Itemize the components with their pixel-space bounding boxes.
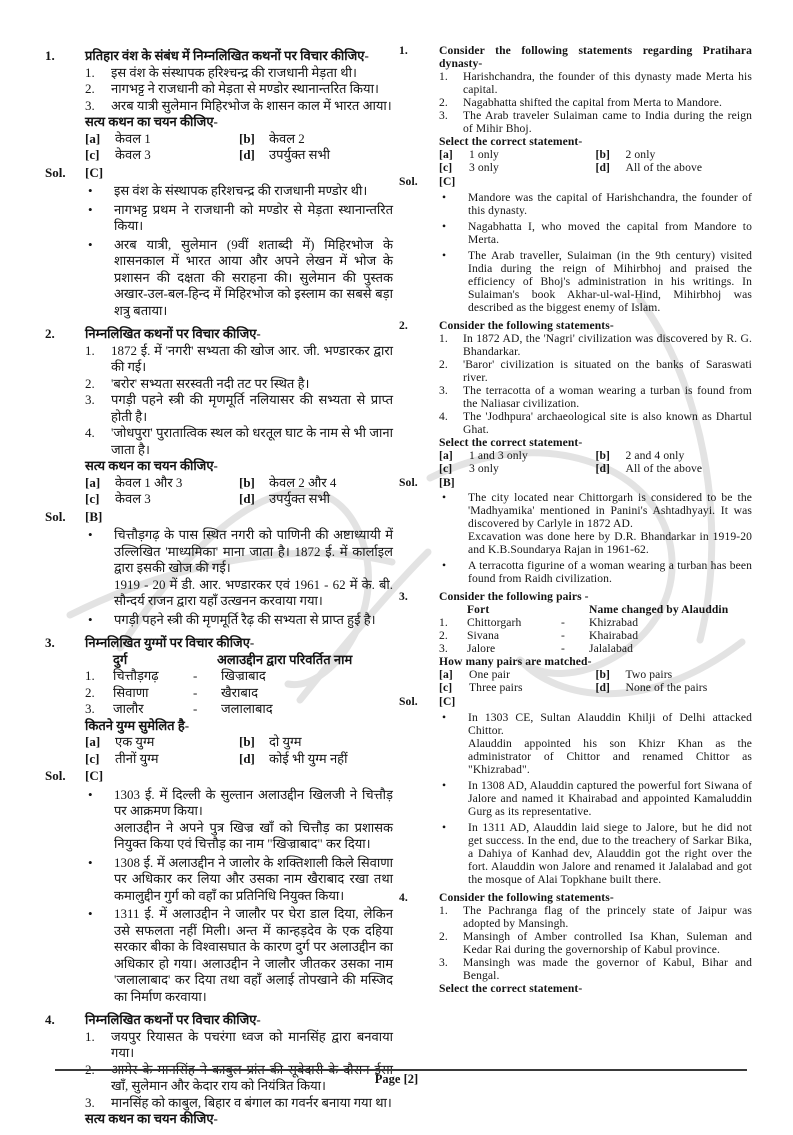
statement-row <box>439 70 752 96</box>
option <box>596 148 753 161</box>
bullet-icon: • <box>442 559 447 573</box>
solution-row <box>45 164 393 182</box>
statement-row <box>439 930 752 956</box>
solution-text: Alauddin appointed his son Khizr Khan as the administrator of Chittor and renamed Chittor as "Khizrabad". <box>468 737 752 777</box>
solution-row <box>45 508 393 526</box>
solution-text: नागभट्ट प्रथम ने राजधानी को मण्डोर से मेड़ता स्थानान्तरित किया। <box>114 201 393 233</box>
option <box>85 131 239 148</box>
question-block <box>399 319 752 586</box>
statement-number: 1. <box>439 69 448 83</box>
pair-number: 1. <box>85 668 95 683</box>
bullet-icon: • <box>88 236 93 252</box>
pair-fort: जालौर <box>113 701 144 716</box>
statement-number: 3. <box>439 108 448 122</box>
solution-row <box>399 695 752 709</box>
solution-point <box>439 191 752 217</box>
solution-point <box>85 820 393 853</box>
solution-answer: [C] <box>85 768 104 783</box>
pair-fort: Jalore <box>467 642 496 656</box>
question-title: निम्नलिखित कथनों पर विचार कीजिए- <box>85 326 261 341</box>
option <box>439 148 596 161</box>
statement-text: अरब यात्री सुलेमान मिहिरभोज के शासन काल में भारत आया। <box>111 97 392 113</box>
pair-number: 2. <box>85 684 95 700</box>
bullet-icon: • <box>442 821 447 835</box>
solution-point <box>85 237 393 320</box>
statement-number: 3. <box>85 392 95 407</box>
statement-row <box>439 384 752 410</box>
pair-number: 3. <box>85 701 95 716</box>
bullet-icon: • <box>88 906 93 921</box>
pair-row <box>439 642 752 655</box>
solution-label: Sol. <box>45 768 66 783</box>
question-block <box>399 590 752 886</box>
option-text: 2 only <box>625 147 656 161</box>
option-text: केवल 3 <box>115 491 151 506</box>
solution-row <box>399 174 752 188</box>
option-letter: [c] <box>85 491 100 506</box>
solution-text: 1311 ई. में अलाउद्दीन ने जालौर पर घेरा डाल दिया, लेकिन उसे सफलता नहीं मिली। अन्त में कान्हड़देव के एक दहिया सरकार बीका के विश्वासघात के कारण दुर्ग पर अलाउद्दीन का अधिकार हो गया। अलाउद्दीन ने जालौर जीतकर उसका नाम 'जलालाबाद' कर दिया तथा वहाँ अलाई तोपखाने की मस्जिद का निर्माण करवाया। <box>114 906 393 1004</box>
page-number: Page [2] <box>374 1072 419 1086</box>
options <box>85 734 393 767</box>
solution-answer: [C] <box>439 695 456 709</box>
pair-dash: - <box>193 701 198 716</box>
statement-number: 3. <box>439 955 448 969</box>
question-number: 2. <box>45 326 55 341</box>
option-letter: [d] <box>595 461 610 475</box>
statement-text: Nagabhatta shifted the capital from Merta to Mandore. <box>463 95 722 109</box>
option-text: Three pairs <box>469 681 523 695</box>
solution-point <box>85 202 393 235</box>
solution-point <box>85 612 393 629</box>
solution-text: In 1308 AD, Alauddin captured the powerful fort Siwana of Jalore and named it Khairabad and appointed Kamaluddin Gurg as its representative. <box>468 779 752 819</box>
pair-row <box>85 668 393 685</box>
pair-table-header <box>439 603 752 616</box>
option-text: 3 only <box>469 461 499 475</box>
bullet-spacer <box>85 577 114 610</box>
column-right <box>399 44 752 1000</box>
option-text: One pair <box>469 668 511 682</box>
bullet-icon: • <box>88 183 93 198</box>
option-letter: [b] <box>595 668 610 682</box>
solution-point <box>439 711 752 737</box>
pair-number: 2. <box>439 629 448 643</box>
select-statement-label: सत्य कथन का चयन कीजिए- <box>85 458 218 473</box>
bullet-icon: • <box>88 201 93 217</box>
solution-text: 1303 ई. में दिल्ली के सुल्तान अलाउद्दीन खिलजी ने चित्तौड़ पर आक्रमण किया। <box>114 786 393 818</box>
bullet-icon: • <box>88 854 93 870</box>
option-text: एक युग्म <box>115 734 155 749</box>
option-text: Two pairs <box>625 668 673 682</box>
pair-number: 1. <box>439 616 448 630</box>
pair-row <box>85 685 393 702</box>
question-number: 2. <box>399 318 408 332</box>
select-statement-label: Select the correct statement- <box>439 435 583 449</box>
solution-point <box>439 530 752 556</box>
option <box>85 491 239 508</box>
bullet-icon: • <box>442 190 447 204</box>
option-letter: [c] <box>439 681 453 695</box>
option-text: केवल 2 और 4 <box>269 474 337 490</box>
question-title: निम्नलिखित युग्मों पर विचार कीजिए- <box>85 635 255 650</box>
option-letter: [a] <box>439 668 453 682</box>
solution-answer: [B] <box>85 508 103 524</box>
option-text: तीनों युग्म <box>115 750 159 766</box>
question-head <box>399 590 752 604</box>
option <box>239 734 393 751</box>
statement-number: 3. <box>85 97 95 113</box>
option <box>239 475 393 492</box>
bullet-icon: • <box>88 611 93 627</box>
footer-rule <box>55 1069 747 1071</box>
question-number: 3. <box>399 590 408 604</box>
option <box>239 751 393 768</box>
statement-number: 3. <box>439 383 448 397</box>
select-statement-label: Select the correct statement- <box>439 134 583 148</box>
pair-dash: - <box>193 668 198 683</box>
statement-number: 1. <box>439 331 448 345</box>
statement-row <box>85 98 393 115</box>
question-number: 1. <box>399 44 408 57</box>
question-number: 3. <box>45 635 55 650</box>
option <box>596 161 753 174</box>
statement-text: मानसिंह को काबुल, बिहार व बंगाल का गवर्नर बनाया गया था। <box>111 1094 392 1110</box>
solution-label: Sol. <box>45 508 66 524</box>
options <box>439 668 752 694</box>
question-block <box>399 44 752 314</box>
option-letter: [c] <box>85 147 100 162</box>
option-letter: [b] <box>239 130 255 146</box>
solution-point <box>439 559 752 585</box>
option-letter: [a] <box>85 130 101 146</box>
solution-text: इस वंश के संस्थापक हरिशचन्द्र की राजधानी मण्डोर थी। <box>114 183 368 198</box>
option-text: कोई भी युग्म नहीं <box>269 750 348 766</box>
statement-text: The 'Jodhpura' archaeological site is also known as Dhartul Ghat. <box>463 409 752 436</box>
statement-text: इस वंश के संस्थापक हरिश्चन्द्र की राजधानी मेड़ता थी। <box>111 64 357 80</box>
solution-row <box>399 475 752 489</box>
question-number: 4. <box>399 891 408 905</box>
solution-label: Sol. <box>45 164 66 180</box>
statement-row <box>85 425 393 458</box>
option <box>239 147 393 164</box>
statement-text: आमेर के मानसिंह ने काबुल प्रांत की सूबेदारी के दौरान ईसा खाँ, सुलेमान और केदार राय को नियंत्रित किया। <box>111 1061 393 1093</box>
pair-header-name: Name changed by Alauddin <box>589 603 729 617</box>
solution-text: अरब यात्री, सुलेमान (9वीं शताब्दी में) मिहिरभोज के शासनकाल में भारत आया और अपने लेखन में भोज के प्रशासन की दक्षता की सराहना की। सुलेमान की पुस्तक अखार-उल-बल-हिन्द में मिहिरभोज को इस्लाम का सबसे बड़ा शत्रु बताया। <box>114 236 393 318</box>
question-head <box>45 635 393 652</box>
pair-dash: - <box>193 684 198 700</box>
option-letter: [b] <box>595 147 610 161</box>
option <box>596 681 753 694</box>
option-text: 1 only <box>469 147 499 161</box>
statement-row <box>439 410 752 436</box>
option-letter: [c] <box>85 750 100 766</box>
option <box>239 491 393 508</box>
pair-header-fort: दुर्ग <box>113 651 128 667</box>
bullet-spacer <box>439 530 468 556</box>
option-text: उपर्युक्त सभी <box>269 491 330 506</box>
option-letter: [d] <box>239 147 255 162</box>
solution-answer: [C] <box>439 174 456 188</box>
pair-row <box>439 629 752 642</box>
bullet-icon: • <box>442 711 447 725</box>
select-statement-label: सत्य कथन का चयन कीजिए- <box>85 1111 218 1126</box>
option-letter: [c] <box>439 160 453 174</box>
bullet-icon: • <box>88 786 93 802</box>
pair-fort: चित्तौड़गढ़ <box>113 668 159 683</box>
statement-text: The Arab traveler Sulaiman came to India during the reign of Mihir Bhoj. <box>463 108 752 135</box>
bullet-icon: • <box>442 779 447 793</box>
solution-point <box>439 249 752 314</box>
solution-point <box>85 855 393 905</box>
question-head <box>399 891 752 905</box>
statement-text: 'Baror' civilization is situated on the banks of Saraswati river. <box>463 357 752 384</box>
option-text: केवल 3 <box>115 147 151 162</box>
option-letter: [a] <box>85 474 101 490</box>
bullet-spacer <box>439 737 468 776</box>
solution-point <box>439 779 752 818</box>
pair-header-spacer <box>85 652 113 669</box>
solution-point <box>85 183 393 200</box>
statement-number: 2. <box>439 95 448 109</box>
pair-table-header <box>85 652 393 669</box>
option-letter: [b] <box>239 734 255 749</box>
question-block <box>45 48 393 319</box>
statement-row <box>85 343 393 376</box>
solution-point <box>85 577 393 610</box>
statement-text: नागभट्ट ने राजधानी को मेड़ता से मण्डोर स्थानान्तरित किया। <box>111 81 379 96</box>
option-letter: [b] <box>239 474 255 490</box>
question-block <box>399 891 752 995</box>
statement-number: 1. <box>85 342 95 358</box>
question-title: Consider the following pairs - <box>439 590 589 604</box>
option-letter: [d] <box>239 750 255 766</box>
options <box>439 449 752 475</box>
option-letter: [c] <box>439 461 453 475</box>
question-head <box>45 1012 393 1029</box>
solution-text: 1308 ई. में अलाउद्दीन ने जालोर के शक्तिशाली किले सिवाणा पर अधिकार कर लिया और उसका नाम खैराबाद रखा तथा कमालुद्दीन गुर्ग को वहाँ का प्रतिनिधि नियुक्त किया। <box>114 854 393 903</box>
statement-text: 'बरोर' सभ्यता सरस्वती नदी तट पर स्थित है। <box>111 375 310 391</box>
question-number: 1. <box>45 48 55 63</box>
pair-header-fort: Fort <box>467 603 490 617</box>
solution-point <box>439 821 752 886</box>
solution-text: In 1303 CE, Sultan Alauddin Khilji of Delhi attacked Chittor. <box>468 711 752 738</box>
statement-text: जयपुर रियासत के पचरंगा ध्वज को मानसिंह द्वारा बनवाया गया। <box>111 1028 393 1060</box>
option <box>85 751 239 768</box>
solution-point <box>85 906 393 1005</box>
pair-name: Khairabad <box>589 629 639 643</box>
solution-label: Sol. <box>399 174 418 188</box>
solution-answer: [B] <box>439 475 455 489</box>
statement-text: Mansingh was made the governor of Kabul, Bihar and Bengal. <box>463 955 752 982</box>
select-statement-label: सत्य कथन का चयन कीजिए- <box>85 114 218 129</box>
bullet-icon: • <box>442 491 447 505</box>
solution-text: A terracotta figurine of a woman wearing a turban has been found from Raidh civilization. <box>468 559 752 586</box>
option-text: 2 and 4 only <box>625 448 685 462</box>
option <box>85 734 239 751</box>
pair-name: Jalalabad <box>589 642 634 656</box>
question-head <box>45 326 393 343</box>
solution-label: Sol. <box>399 475 418 489</box>
option-text: 1 and 3 only <box>469 448 528 462</box>
option <box>439 668 596 681</box>
option <box>439 161 596 174</box>
statement-row <box>439 109 752 135</box>
option <box>239 131 393 148</box>
option <box>596 449 753 462</box>
solution-text: In 1311 AD, Alauddin laid siege to Jalore, but he did not get success. In the end, due to the treachery of Sarkar Bika, a Dahiya of Kanhad dev, Alauddin got the right over the fort. Alauddin won Jalore and renamed it Jalalabad and got the mosque of Alai Topkhane built there. <box>468 821 752 887</box>
pair-name: जलालाबाद <box>221 701 273 716</box>
solution-text: Excavation was done here by D.R. Bhandarkar in 1919-20 and K.B.Soundarya Rajan in 1961-62. <box>468 530 752 557</box>
select-statement-label: Select the correct statement- <box>439 981 583 995</box>
question-title: Consider the following statements- <box>439 891 614 905</box>
option-text: उपर्युक्त सभी <box>269 147 330 162</box>
question-block <box>45 326 393 628</box>
solution-point <box>439 220 752 246</box>
statement-number: 3. <box>85 1094 95 1110</box>
statement-number: 2. <box>85 375 95 391</box>
pair-fort: Chittorgarh <box>467 616 522 630</box>
question-block <box>45 635 393 1005</box>
statement-row <box>85 392 393 425</box>
solution-text: पगड़ी पहने स्त्री की मृणमूर्ति रैढ़ की सभ्यता से प्राप्त हुई है। <box>114 611 376 627</box>
option-text: 3 only <box>469 160 499 174</box>
solution-point <box>439 491 752 530</box>
question-number: 4. <box>45 1012 55 1027</box>
statement-row <box>439 332 752 358</box>
pair-fort: Sivana <box>467 629 500 643</box>
option-text: दो युग्म <box>269 734 302 749</box>
statement-text: Harishchandra, the founder of this dynasty made Merta his capital. <box>463 69 752 96</box>
statement-row <box>85 376 393 393</box>
option-letter: [d] <box>595 160 610 174</box>
statement-text: The Pachranga flag of the princely state of Jaipur was adopted by Mansingh. <box>463 904 752 930</box>
pair-dash: - <box>561 629 565 643</box>
option-text: केवल 2 <box>269 130 305 146</box>
statement-row <box>439 904 752 930</box>
options <box>439 148 752 174</box>
statement-row <box>439 358 752 384</box>
statement-row <box>85 65 393 82</box>
option-letter: [a] <box>85 734 101 749</box>
statement-text: पगड़ी पहने स्त्री की मृणमूर्ति नलियासर की सभ्यता से प्राप्त होती है। <box>111 392 393 424</box>
option <box>596 668 753 681</box>
option-text: केवल 1 <box>115 130 151 146</box>
statement-row <box>85 1029 393 1062</box>
option <box>439 462 596 475</box>
options <box>85 131 393 164</box>
solution-text: Mandore was the capital of Harishchandra, the founder of this dynasty. <box>468 190 752 217</box>
question-head <box>399 44 752 70</box>
question-title: Consider the following statements- <box>439 318 614 332</box>
pair-fort: सिवाणा <box>113 684 149 700</box>
option-letter: [b] <box>595 448 610 462</box>
statement-number: 4. <box>85 425 95 440</box>
pair-row <box>439 616 752 629</box>
solution-answer: [C] <box>85 164 104 180</box>
solution-text: चित्तौड़गढ़ के पास स्थित नगरी को पाणिनी की अष्टाध्यायी में उल्लिखित 'माध्यमिका' माना जाता है। 1872 ई. में कार्लाइल द्वारा इसकी खोज की गई। <box>114 527 393 575</box>
pair-number: 3. <box>439 642 448 656</box>
option <box>85 475 239 492</box>
option-letter: [a] <box>439 147 453 161</box>
option-text: केवल 1 और 3 <box>115 474 183 490</box>
solution-row <box>45 768 393 785</box>
statement-row <box>439 96 752 109</box>
question-title: प्रतिहार वंश के संबंध में निम्नलिखित कथनों पर विचार कीजिए- <box>85 48 369 63</box>
statement-number: 2. <box>439 929 448 943</box>
option-text: None of the pairs <box>625 681 708 695</box>
pair-dash: - <box>561 616 565 630</box>
option-letter: [d] <box>239 491 255 506</box>
statement-text: In 1872 AD, the 'Nagri' civilization was discovered by R. G. Bhandarkar. <box>463 331 752 358</box>
statement-number: 2. <box>439 357 448 371</box>
pair-name: खिज्राबाद <box>221 668 266 683</box>
statement-text: Mansingh of Amber controlled Isa Khan, Suleman and Kedar Rai during the governorship of Kabul province. <box>463 929 752 956</box>
statement-row <box>85 1095 393 1112</box>
statement-number: 4. <box>439 409 448 423</box>
option-letter: [a] <box>439 448 453 462</box>
option-letter: [d] <box>595 681 610 695</box>
statement-number: 1. <box>439 904 448 918</box>
bullet-icon: • <box>88 527 93 542</box>
statement-number: 2. <box>85 1061 95 1077</box>
statement-number: 1. <box>85 1028 95 1044</box>
question-title: Consider the following statements regarding Pratihara dynasty- <box>439 44 752 70</box>
statement-text: 1872 ई. में 'नगरी' सभ्यता की खोज आर. जी. भण्डारकर द्वारा की गई। <box>111 342 393 374</box>
question-head <box>399 318 752 332</box>
question-title: निम्नलिखित कथनों पर विचार कीजिए- <box>85 1012 261 1027</box>
statement-number: 1. <box>85 64 95 80</box>
statement-text: The terracotta of a woman wearing a turban is found from the Naliasar civilization. <box>463 383 752 410</box>
options <box>85 475 393 508</box>
statement-number: 2. <box>85 81 95 96</box>
question-head <box>45 48 393 65</box>
solution-text: The Arab traveller, Sulaiman (in the 9th century) visited India during the reign of Mihirbhoj and praised the efficiency of Bhoj's administration in his writings. In Sulaiman's book Akhar-ul-wal-Hind, Mihirbhoj was described as the biggest enemy of Islam. <box>468 248 752 314</box>
option <box>85 147 239 164</box>
solution-point <box>85 787 393 820</box>
solution-text: 1919 - 20 में डी. आर. भण्डारकर एवं 1961 - 62 में के. बी. सौन्दर्य राजन द्वारा यहाँ उत्खनन करवाया गया। <box>114 576 393 608</box>
bullet-icon: • <box>442 219 447 233</box>
option <box>439 681 596 694</box>
select-statement-label: कितने युग्म सुमेलित है- <box>85 717 190 733</box>
solution-point <box>439 737 752 776</box>
solution-text: The city located near Chittorgarh is considered to be the 'Madhyamika' mentioned in Panini's Ashtadhyayi. It was discovered by Carlyle in 1872 AD. <box>468 491 752 531</box>
option-text: All of the above <box>625 160 703 174</box>
pair-dash: - <box>561 642 565 656</box>
select-statement-label: How many pairs are matched- <box>439 655 592 669</box>
pair-name: Khizrabad <box>589 616 639 630</box>
solution-text: Nagabhatta I, who moved the capital from Mandore to Merta. <box>468 219 752 246</box>
option <box>439 449 596 462</box>
pair-row <box>85 701 393 718</box>
statement-row <box>439 956 752 982</box>
solution-text: अलाउद्दीन ने अपने पुत्र खिज्र खाँ को चित्तौड़ का प्रशासक नियुक्त किया एवं चित्तौड़ का नाम "खिज्राबाद" कर दिया। <box>114 819 393 851</box>
option <box>596 462 753 475</box>
bullet-icon: • <box>442 248 447 262</box>
statement-text: 'जोधपुरा' पुरातात्विक स्थल को धरतूल घाट के नाम से भी जाना जाता है। <box>111 425 393 457</box>
column-left <box>45 48 393 1135</box>
option-text: All of the above <box>625 461 703 475</box>
pair-name: खैराबाद <box>221 684 259 700</box>
pair-header-spacer <box>439 603 467 616</box>
pair-header-name: अलाउद्दीन द्वारा परिवर्तित नाम <box>217 651 353 667</box>
bullet-spacer <box>85 820 114 853</box>
solution-point <box>85 527 393 577</box>
statement-row <box>85 81 393 98</box>
solution-label: Sol. <box>399 695 418 709</box>
